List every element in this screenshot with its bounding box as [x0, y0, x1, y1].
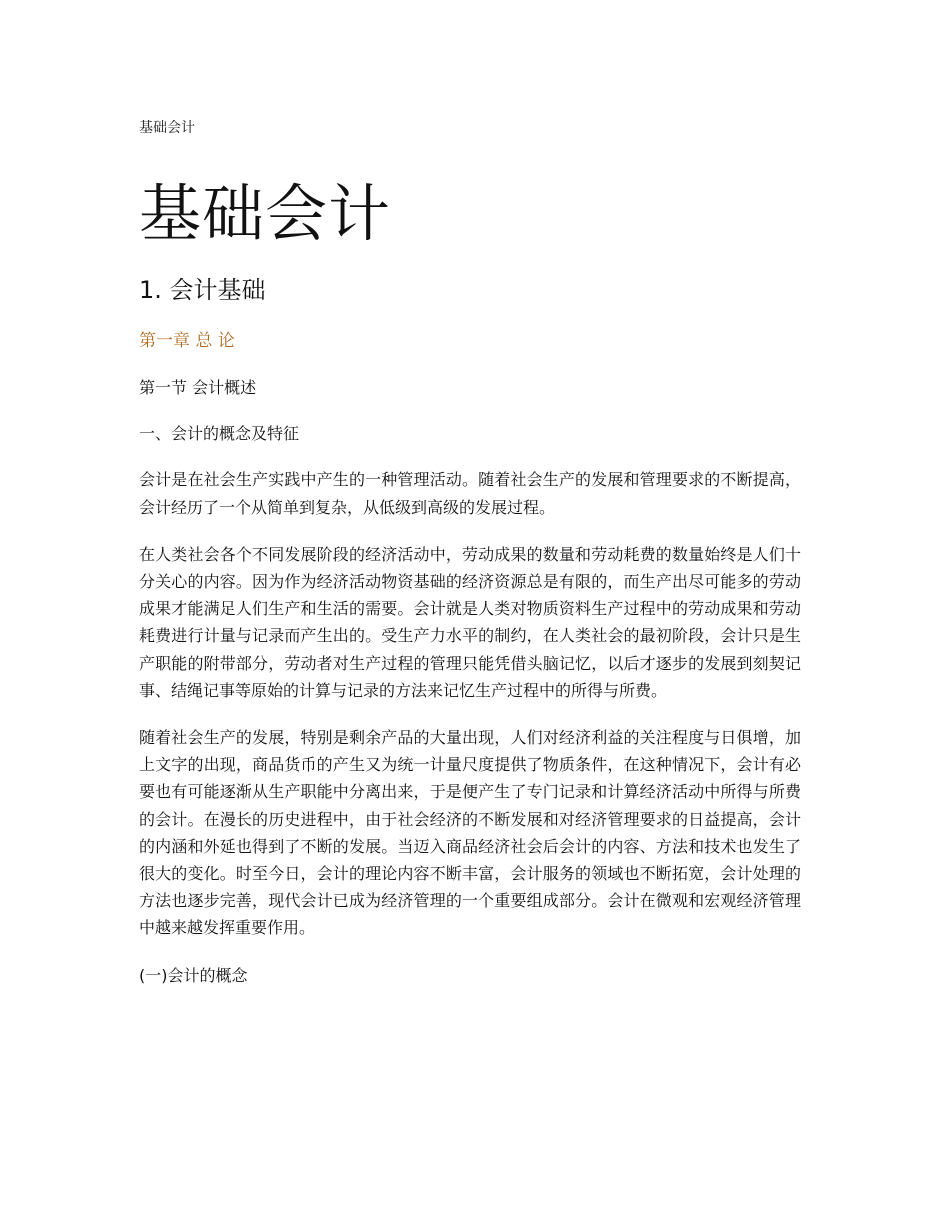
paragraph-2: 在人类社会各个不同发展阶段的经济活动中，劳动成果的数量和劳动耗费的数量始终是人们十分关心的内容。因为作为经济活动物资基础的经济资源总是有限的，而生产出尽可能多的劳动成果才能满足人们生产和生活的需要。会计就是人类对物质资料生产过程中的劳动成果和劳动耗费进行计量与记录而产生出的。受生产力水平的制约，在人类社会的最初阶段，会计只是生产职能的附带部分，劳动者对生产过程的管理只能凭借头脑记忆，以后才逐步的发展到刻契记事、结绳记事等原始的计算与记录的方法来记忆生产过程中的所得与所费。: [139, 544, 801, 700]
section-heading: 1. 会计基础: [139, 276, 266, 304]
document-title: 基础会计: [139, 177, 392, 250]
document-body: [139, 374, 801, 1008]
point-one-heading: 一、会计的概念及特征: [139, 424, 300, 444]
running-header: 基础会计: [139, 120, 195, 136]
chapter-heading: 第一章 总 论: [139, 331, 235, 351]
sub-point-one-heading: (一)会计的概念: [139, 965, 248, 985]
paragraph-1: 会计是在社会生产实践中产生的一种管理活动。随着社会生产的发展和管理要求的不断提高，会计经历了一个从简单到复杂，从低级到高级的发展过程。: [139, 470, 801, 517]
paragraph-3: 随着社会生产的发展，特别是剩余产品的大量出现，人们对经济利益的关注程度与日俱增，加上文字的出现，商品货币的产生又为统一计量尺度提供了物质条件，在这种情况下，会计有必要也有可能逐渐从生产职能中分离出来，于是便产生了专门记录和计算经济活动中所得与所费的会计。在漫长的历史进程中，由于社会经济的不断发展和对经济管理要求的日益提高，会计的内涵和外延也得到了不断的发展。当迈入商品经济社会后会计的内容、方法和技术也发生了很大的变化。时至今日，会计的理论内容不断丰富，会计服务的领域也不断拓宽，会计处理的方法也逐步完善，现代会计已成为经济管理的一个重要组成部分。会计在微观和宏观经济管理中越来越发挥重要作用。: [139, 728, 801, 938]
section-one-heading: 第一节 会计概述: [139, 378, 257, 397]
